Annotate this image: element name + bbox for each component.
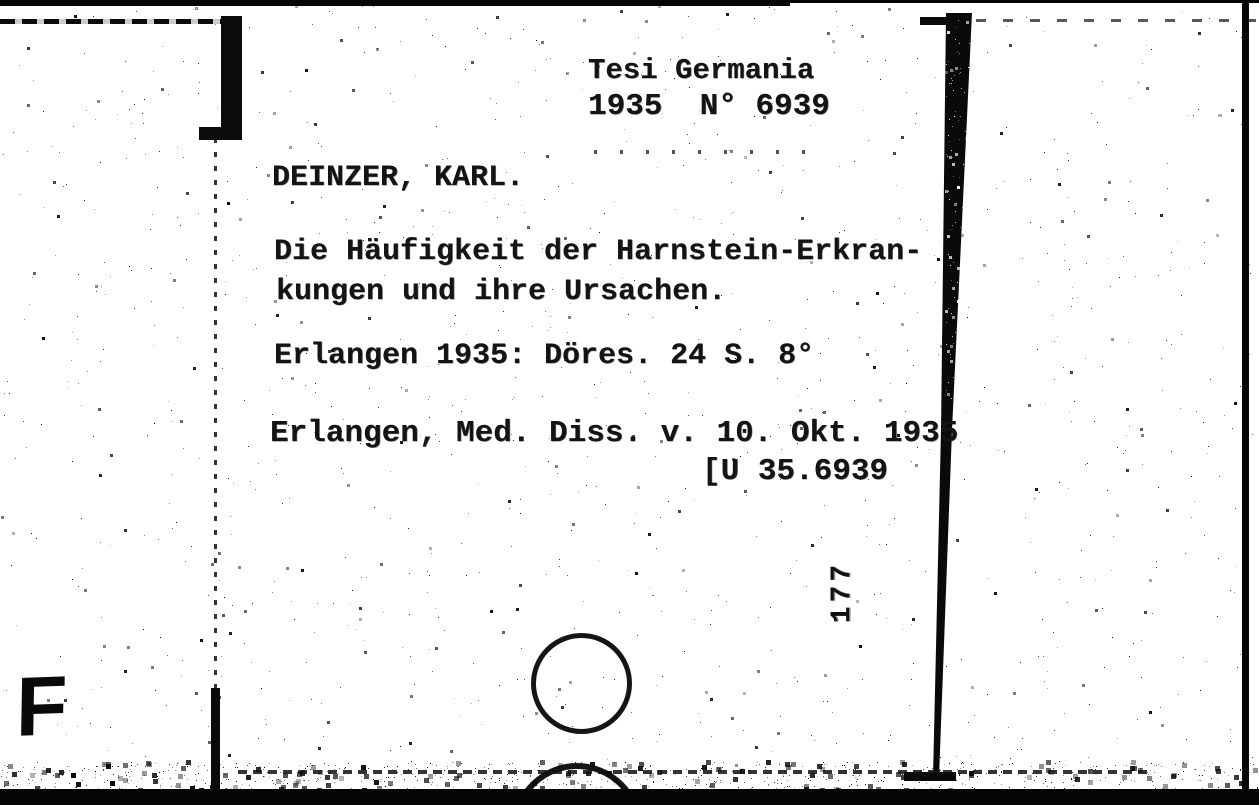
stamp-letter-f: F (15, 658, 69, 754)
title-line-1: Die Häufigkeit der Harnstein-Erkran- (274, 235, 923, 269)
bottom-scanner-bar (0, 789, 1259, 805)
header-number: 1935 N° 6939 (588, 89, 830, 124)
scan-noise-bottom-band (0, 0, 1, 1)
right-scan-edge-line (1242, 0, 1249, 805)
dissertation-note: Erlangen, Med. Diss. v. 10. Okt. 1935 (270, 416, 959, 451)
header-series: Tesi Germania (588, 54, 815, 87)
imprint-line: Erlangen 1935: Döres. 24 S. 8° (274, 339, 815, 373)
author-line: DEINZER, KARL. (272, 161, 525, 195)
rotated-side-number: 177 (826, 560, 858, 624)
bottom-scratch-line (238, 770, 1153, 774)
shelfmark-line: [U 35.6939 (702, 454, 889, 489)
header-dotted-underline (594, 150, 806, 154)
title-line-2: kungen und ihre Ursachen. (276, 275, 727, 309)
